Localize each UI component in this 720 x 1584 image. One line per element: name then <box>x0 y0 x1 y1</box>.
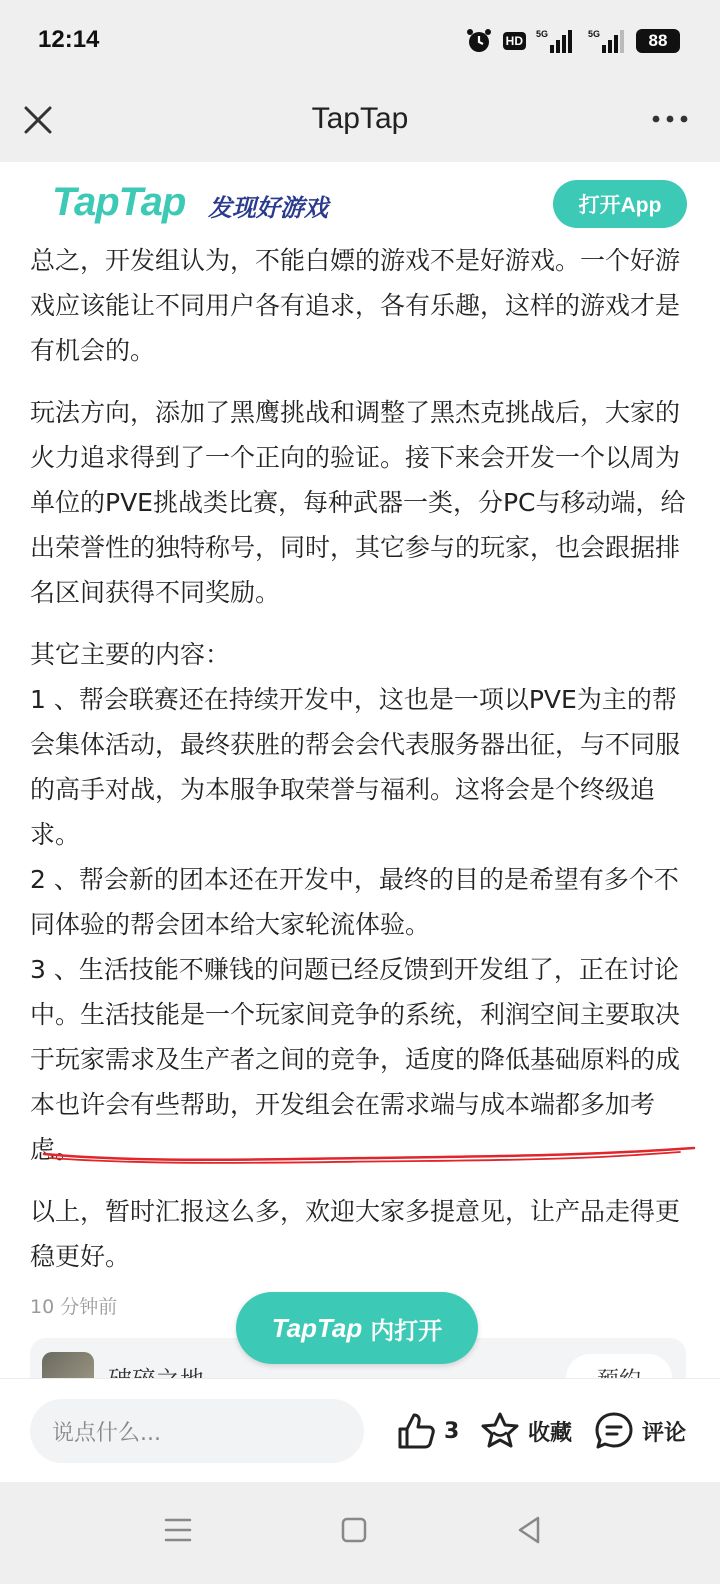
list-item-life-skills <box>30 955 680 1164</box>
title-bar <box>0 82 720 162</box>
other-content-heading: 其它主要的内容： <box>30 640 231 669</box>
paragraph-closing: 以上，暂时汇报这么多，欢迎大家多提意见，让产品走得更稳更好。 <box>30 1197 681 1271</box>
post-timestamp: 10 分钟前 <box>30 1296 118 1318</box>
thumbs-up-icon <box>394 1409 438 1453</box>
comment-label: 评论 <box>642 1420 687 1446</box>
paragraph-other-content <box>30 632 692 1172</box>
like-button[interactable] <box>394 1407 459 1455</box>
favorite-button[interactable] <box>478 1407 572 1455</box>
taptap-banner <box>0 162 720 246</box>
article-body <box>30 238 692 1296</box>
paragraph-summary: 总之，开发组认为，不能白嫖的游戏不是好游戏。一个好游戏应该能让不同用户各有追求，各有乐趣，这样的游戏才是有机会的。 <box>30 246 681 365</box>
taptap-logo-small: TapTap <box>271 1312 363 1343</box>
favorite-label: 收藏 <box>528 1420 573 1446</box>
back-icon[interactable] <box>510 1510 550 1550</box>
like-count: 3 <box>444 1418 460 1444</box>
open-in-taptap-button[interactable] <box>236 1292 478 1364</box>
signal-icon-1 <box>536 27 572 55</box>
list-item-guild-league: 1 、帮会联赛还在持续开发中，这也是一项以PVE为主的帮会集体活动，最终获胜的帮会会代表服务器出征，与不同服的高手对战，为本服争取荣誉与福利。这将会是个终级追求。 <box>30 685 681 849</box>
home-icon[interactable] <box>334 1510 374 1550</box>
paragraph-gameplay: 玩法方向，添加了黑鹰挑战和调整了黑杰克挑战后，大家的火力追求得到了一个正向的验证。接下来会开发一个以周为单位的PVE挑战类比赛，每种武器一类，分PC与移动端，给出荣誉性的独特称号，同时，其它参与的玩家，也会跟据排名区间获得不同奖励。 <box>30 398 686 607</box>
open-in-label: 内打开 <box>370 1316 443 1345</box>
more-options-icon[interactable] <box>650 104 690 134</box>
list-item-number: 3 、 <box>30 955 79 984</box>
menu-icon[interactable] <box>158 1510 198 1550</box>
comment-bubble-icon <box>592 1409 636 1453</box>
battery-indicator: 88 <box>636 29 680 53</box>
hd-voice-badge: HD <box>503 32 526 50</box>
svg-text:5G: 5G <box>588 29 601 39</box>
clock: 12:14 <box>38 26 100 53</box>
page-title: TapTap <box>311 102 409 135</box>
system-nav-bar <box>0 1482 720 1584</box>
list-item-text: 讨论中。生活技能是一个玩家间竞争的系统，利润空间主要取决于玩家需求及生产者之间的竞争，适度的降低基础原料的成本也许会有些帮助，开发组会在需求端与成本端都多加考虑。 <box>30 955 681 1164</box>
signal-icon-2 <box>582 27 626 55</box>
status-icons <box>465 24 680 58</box>
alarm-icon <box>465 27 493 55</box>
underlined-text: 生活技能不赚钱的问题已经反馈到开发组了，正在 <box>78 955 629 984</box>
open-app-button[interactable]: 打开App <box>553 180 687 228</box>
list-item-guild-raid: 2 、帮会新的团本还在开发中，最终的目的是希望有多个不同体验的帮会团本给大家轮流体验。 <box>30 865 679 939</box>
web-content <box>0 162 720 1378</box>
banner-slogan: 发现好游戏 <box>208 194 328 222</box>
taptap-logo: TapTap <box>52 180 186 224</box>
star-icon <box>478 1409 522 1453</box>
comment-placeholder: 说点什么... <box>52 1420 161 1446</box>
red-underline-annotation <box>40 1142 700 1172</box>
comment-button[interactable] <box>592 1407 686 1455</box>
comment-input[interactable] <box>30 1399 364 1463</box>
status-bar <box>0 0 720 82</box>
svg-text:5G: 5G <box>536 29 549 39</box>
bottom-action-bar <box>0 1378 720 1483</box>
